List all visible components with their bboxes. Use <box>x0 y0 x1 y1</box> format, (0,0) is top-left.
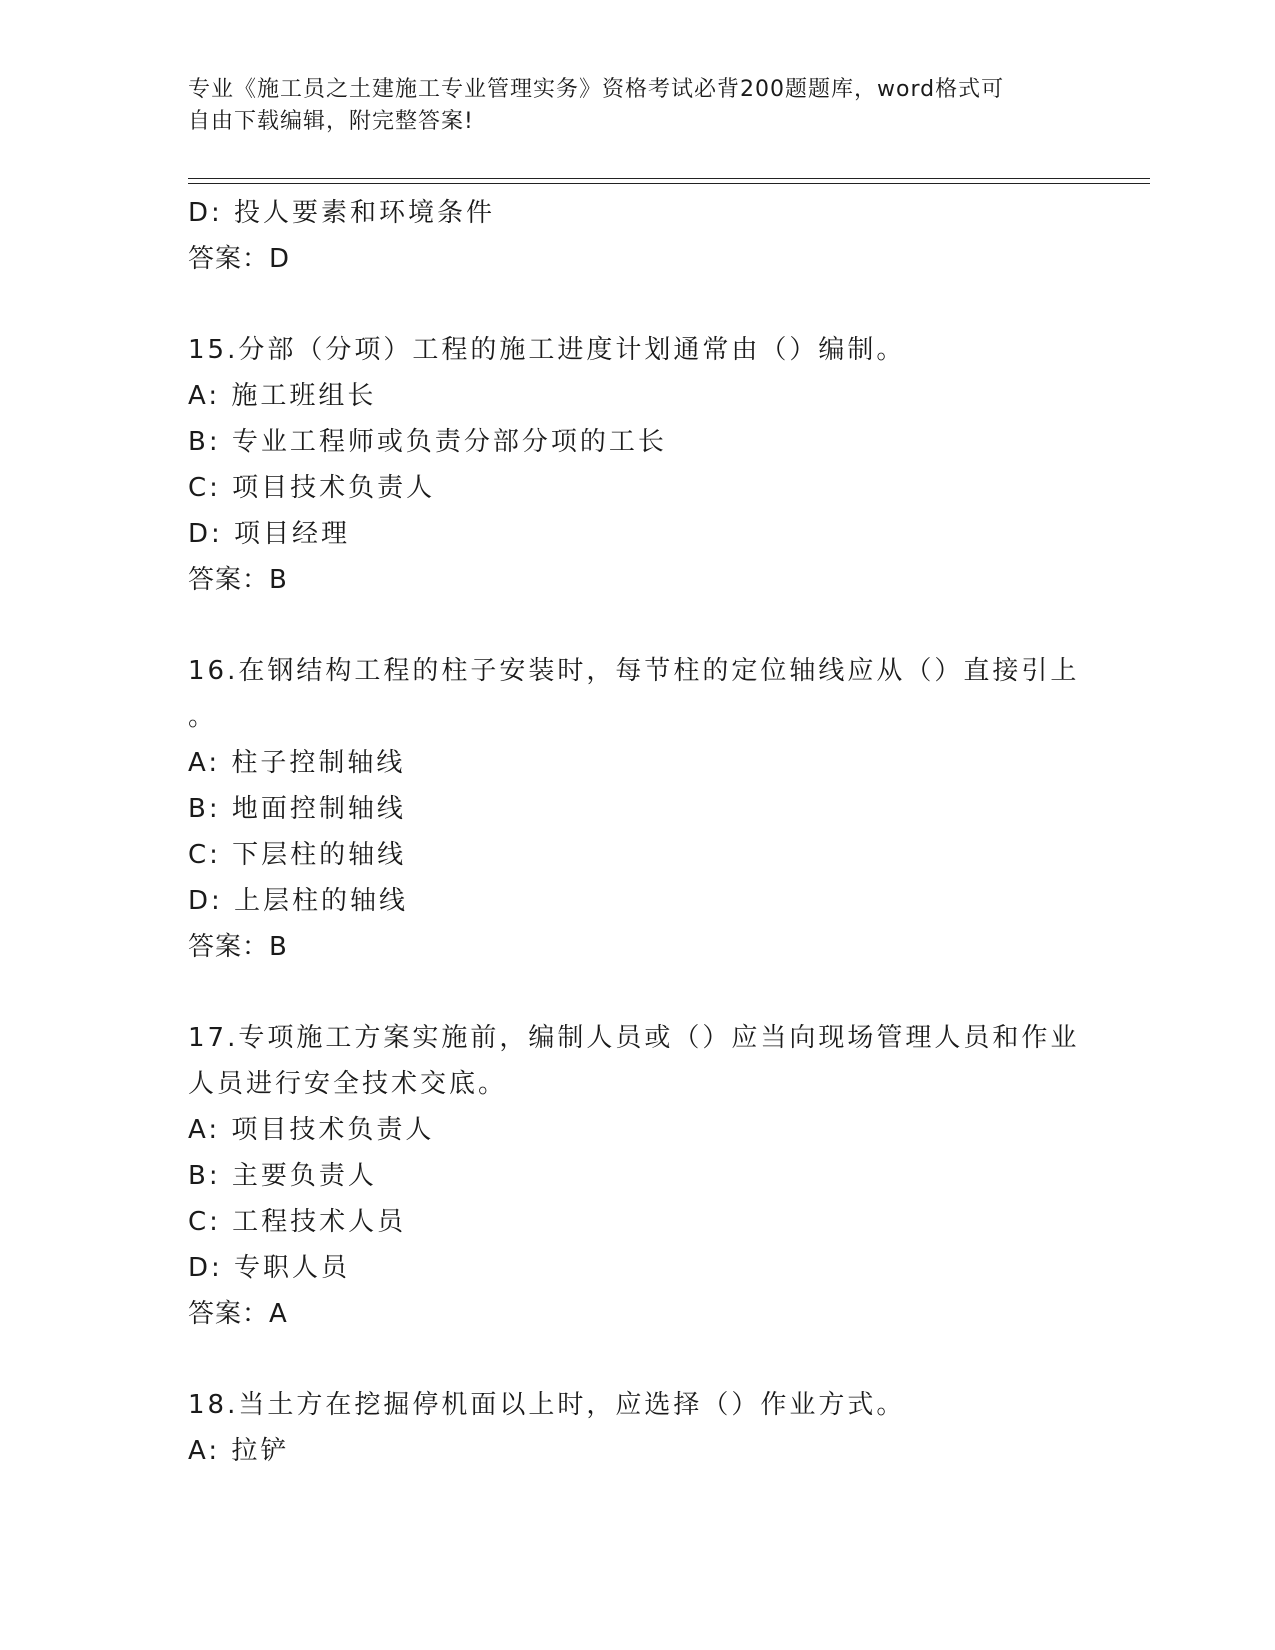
question-text-line-2: 人员进行安全技术交底。 <box>188 1069 508 1099</box>
option-d: D: 专职人员 <box>188 1253 351 1283</box>
option-b: B: 地面控制轴线 <box>188 794 406 824</box>
question-block-15 <box>188 327 1088 603</box>
question-list <box>188 190 1088 1474</box>
option-c: C: 项目技术负责人 <box>188 473 436 503</box>
option-a: A: 柱子控制轴线 <box>188 748 406 778</box>
header-line-2: 自由下载编辑，附完整答案! <box>188 109 474 134</box>
option-d: D: 项目经理 <box>188 519 351 549</box>
question-text-line-1: 17.专项施工方案实施前，编制人员或（）应当向现场管理人员和作业 <box>188 1023 1080 1053</box>
question-block-18 <box>188 1382 1088 1474</box>
answer-line: 答案：D <box>188 244 291 274</box>
question-block-prev <box>188 190 1088 282</box>
question-text: 15.分部（分项）工程的施工进度计划通常由（）编制。 <box>188 335 906 365</box>
option-d: D: 投人要素和环境条件 <box>188 198 496 228</box>
option-d: D: 上层柱的轴线 <box>188 886 409 916</box>
document-header <box>188 74 1088 138</box>
question-text: 18.当土方在挖掘停机面以上时，应选择（）作业方式。 <box>188 1390 906 1420</box>
question-block-17 <box>188 1015 1088 1337</box>
answer-line: 答案：A <box>188 1299 288 1329</box>
option-b: B: 专业工程师或负责分部分项的工长 <box>188 427 667 457</box>
header-divider-bottom <box>188 183 1150 184</box>
option-c: C: 下层柱的轴线 <box>188 840 407 870</box>
header-line-1: 专业《施工员之土建施工专业管理实务》资格考试必背200题题库，word格式可 <box>188 77 1005 102</box>
option-a: A: 施工班组长 <box>188 381 377 411</box>
answer-line: 答案：B <box>188 565 288 595</box>
question-block-16 <box>188 648 1088 970</box>
option-b: B: 主要负责人 <box>188 1161 377 1191</box>
option-a: A: 项目技术负责人 <box>188 1115 435 1145</box>
question-text-line-2: 。 <box>188 702 218 732</box>
header-divider-top <box>188 178 1150 179</box>
question-text-line-1: 16.在钢结构工程的柱子安装时，每节柱的定位轴线应从（）直接引上 <box>188 656 1080 686</box>
option-a: A: 拉铲 <box>188 1436 290 1466</box>
option-c: C: 工程技术人员 <box>188 1207 407 1237</box>
answer-line: 答案：B <box>188 932 288 962</box>
